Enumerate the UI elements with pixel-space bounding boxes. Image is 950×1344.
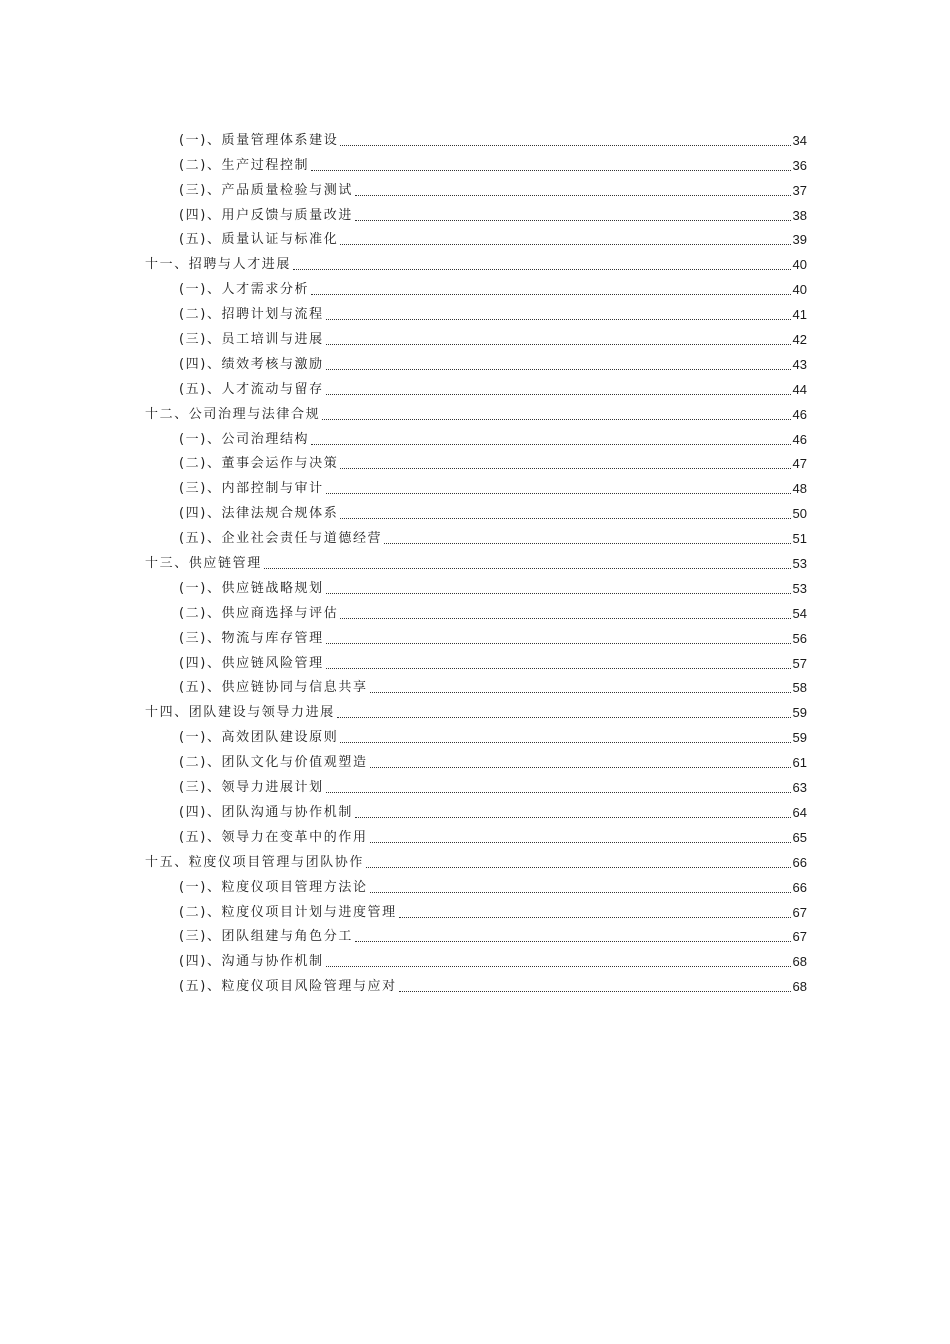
toc-entry-label: (三)、领导力进展计划	[179, 780, 324, 796]
toc-page-number: 65	[792, 829, 807, 845]
dot-leader	[326, 792, 791, 793]
dot-leader	[293, 269, 791, 270]
toc-page-number: 44	[792, 381, 807, 397]
toc-page-number: 68	[792, 954, 807, 970]
dot-leader	[340, 742, 790, 743]
dot-leader	[340, 618, 790, 619]
toc-entry-label: (二)、供应商选择与评估	[179, 605, 339, 621]
toc-entry-label: 十二、公司治理与法律合规	[145, 406, 321, 422]
toc-entry-label: (五)、供应链协同与信息共享	[179, 680, 368, 696]
toc-chapter-entry[interactable]	[145, 398, 807, 423]
dot-leader	[355, 220, 791, 221]
toc-entry-label: (四)、供应链风险管理	[179, 655, 324, 671]
toc-page-number: 66	[792, 879, 807, 895]
toc-entry-label: (三)、内部控制与审计	[179, 481, 324, 497]
dot-leader	[311, 294, 790, 295]
toc-entry-label: 十四、团队建设与领导力进展	[145, 705, 335, 721]
toc-entry[interactable]	[145, 497, 807, 522]
dot-leader	[384, 543, 790, 544]
toc-page-number: 46	[792, 406, 807, 422]
toc-page-number: 40	[792, 282, 807, 298]
toc-entry[interactable]	[145, 896, 807, 921]
toc-entry-label: (三)、员工培训与进展	[179, 332, 324, 348]
dot-leader	[370, 892, 791, 893]
toc-entry-label: 十一、招聘与人才进展	[145, 257, 292, 273]
dot-leader	[326, 394, 791, 395]
dot-leader	[337, 717, 791, 718]
toc-entry[interactable]	[145, 871, 807, 896]
toc-entry[interactable]	[145, 174, 807, 199]
toc-page-number: 47	[792, 456, 807, 472]
dot-leader	[399, 917, 791, 918]
toc-entry-label: (一)、高效团队建设原则	[179, 730, 339, 746]
toc-page-number: 56	[792, 630, 807, 646]
dot-leader	[355, 941, 791, 942]
toc-entry[interactable]	[145, 921, 807, 946]
toc-entry[interactable]	[145, 597, 807, 622]
dot-leader	[366, 867, 791, 868]
toc-entry[interactable]	[145, 124, 807, 149]
toc-entry[interactable]	[145, 970, 807, 995]
toc-page-number: 38	[792, 207, 807, 223]
toc-entry-label: (四)、用户反馈与质量改进	[179, 207, 353, 223]
dot-leader	[326, 643, 791, 644]
toc-page-number: 53	[792, 580, 807, 596]
toc-entry-label: (五)、人才流动与留存	[179, 381, 324, 397]
toc-entry-label: (三)、团队组建与角色分工	[179, 929, 353, 945]
toc-entry[interactable]	[145, 423, 807, 448]
toc-entry-label: (四)、团队沟通与协作机制	[179, 804, 353, 820]
toc-page-number: 41	[792, 307, 807, 323]
toc-page-number: 59	[792, 705, 807, 721]
toc-entry[interactable]	[145, 945, 807, 970]
toc-entry[interactable]	[145, 522, 807, 547]
toc-page-number: 61	[792, 755, 807, 771]
toc-page-number: 67	[792, 904, 807, 920]
toc-page-number: 50	[792, 506, 807, 522]
toc-chapter-entry[interactable]	[145, 696, 807, 721]
toc-page-number: 42	[792, 332, 807, 348]
toc-entry[interactable]	[145, 323, 807, 348]
toc-entry[interactable]	[145, 796, 807, 821]
toc-chapter-entry[interactable]	[145, 248, 807, 273]
toc-entry[interactable]	[145, 771, 807, 796]
toc-entry[interactable]	[145, 622, 807, 647]
toc-page-number: 53	[792, 556, 807, 572]
toc-page-number: 63	[792, 780, 807, 796]
dot-leader	[326, 668, 791, 669]
toc-entry-label: (三)、物流与库存管理	[179, 630, 324, 646]
toc-page-number: 68	[792, 979, 807, 995]
toc-entry[interactable]	[145, 298, 807, 323]
toc-entry[interactable]	[145, 448, 807, 473]
toc-entry-label: (二)、粒度仪项目计划与进度管理	[179, 904, 397, 920]
toc-page-number: 64	[792, 804, 807, 820]
toc-entry[interactable]	[145, 224, 807, 249]
toc-entry[interactable]	[145, 149, 807, 174]
dot-leader	[326, 966, 791, 967]
dot-leader	[399, 991, 791, 992]
toc-entry-label: (二)、团队文化与价值观塑造	[179, 755, 368, 771]
toc-entry-label: 十三、供应链管理	[145, 556, 262, 572]
toc-entry[interactable]	[145, 273, 807, 298]
toc-page-number: 39	[792, 232, 807, 248]
toc-entry-label: (二)、招聘计划与流程	[179, 307, 324, 323]
toc-entry-label: (一)、公司治理结构	[179, 431, 310, 447]
toc-entry[interactable]	[145, 821, 807, 846]
toc-chapter-entry[interactable]	[145, 846, 807, 871]
toc-page-number: 51	[792, 531, 807, 547]
table-of-contents	[145, 124, 807, 995]
toc-entry-label: (四)、绩效考核与激励	[179, 356, 324, 372]
toc-entry[interactable]	[145, 647, 807, 672]
toc-entry[interactable]	[145, 199, 807, 224]
dot-leader	[322, 419, 790, 420]
toc-page-number: 67	[792, 929, 807, 945]
toc-chapter-entry[interactable]	[145, 547, 807, 572]
toc-page-number: 40	[792, 257, 807, 273]
dot-leader	[264, 568, 791, 569]
toc-page-number: 57	[792, 655, 807, 671]
dot-leader	[355, 195, 791, 196]
dot-leader	[311, 444, 790, 445]
toc-entry-label: 十五、粒度仪项目管理与团队协作	[145, 854, 365, 870]
toc-page-number: 54	[792, 605, 807, 621]
dot-leader	[340, 145, 790, 146]
toc-entry[interactable]	[145, 373, 807, 398]
dot-leader	[326, 369, 791, 370]
toc-entry[interactable]	[145, 721, 807, 746]
toc-page-number: 58	[792, 680, 807, 696]
toc-page-number: 66	[792, 854, 807, 870]
dot-leader	[370, 767, 791, 768]
toc-entry-label: (二)、生产过程控制	[179, 157, 310, 173]
dot-leader	[340, 244, 790, 245]
toc-page-number: 36	[792, 157, 807, 173]
dot-leader	[370, 842, 791, 843]
toc-page-number: 59	[792, 730, 807, 746]
toc-page-number: 37	[792, 182, 807, 198]
dot-leader	[326, 344, 791, 345]
toc-entry-label: (五)、质量认证与标准化	[179, 232, 339, 248]
dot-leader	[370, 692, 791, 693]
dot-leader	[355, 817, 791, 818]
toc-entry-label: (五)、领导力在变革中的作用	[179, 829, 368, 845]
dot-leader	[326, 493, 791, 494]
dot-leader	[326, 319, 791, 320]
toc-entry-label: (一)、粒度仪项目管理方法论	[179, 879, 368, 895]
toc-entry-label: (四)、沟通与协作机制	[179, 954, 324, 970]
toc-page-number: 48	[792, 481, 807, 497]
toc-entry[interactable]	[145, 348, 807, 373]
toc-entry-label: (一)、人才需求分析	[179, 282, 310, 298]
toc-entry-label: (三)、产品质量检验与测试	[179, 182, 353, 198]
toc-entry-label: (一)、质量管理体系建设	[179, 132, 339, 148]
toc-page-number: 34	[792, 132, 807, 148]
toc-entry[interactable]	[145, 672, 807, 697]
toc-entry[interactable]	[145, 746, 807, 771]
dot-leader	[340, 468, 790, 469]
toc-entry[interactable]	[145, 572, 807, 597]
toc-entry-label: (四)、法律法规合规体系	[179, 506, 339, 522]
toc-entry[interactable]	[145, 472, 807, 497]
dot-leader	[311, 170, 790, 171]
toc-entry-label: (五)、粒度仪项目风险管理与应对	[179, 979, 397, 995]
toc-page-number: 46	[792, 431, 807, 447]
dot-leader	[326, 593, 791, 594]
toc-entry-label: (二)、董事会运作与决策	[179, 456, 339, 472]
toc-entry-label: (五)、企业社会责任与道德经营	[179, 531, 383, 547]
toc-page-number: 43	[792, 356, 807, 372]
toc-entry-label: (一)、供应链战略规划	[179, 580, 324, 596]
dot-leader	[340, 518, 790, 519]
